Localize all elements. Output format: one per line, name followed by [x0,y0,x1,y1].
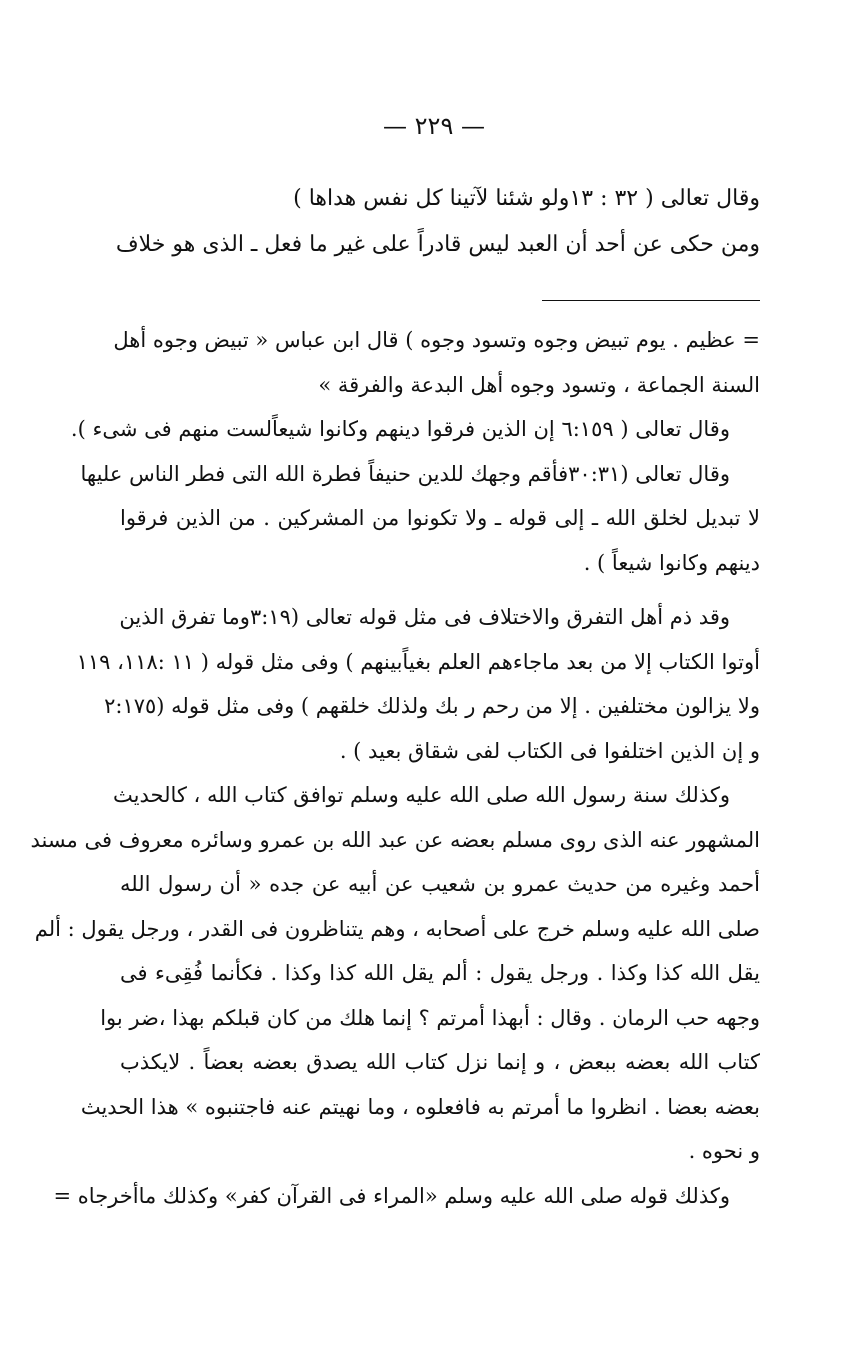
footnote-line: ولا يزالون مختلفين . إلا من رحم ر بك ولذلك خلقهم ) وفى مثل قوله (٢:١٧٥ [104,694,760,718]
footnote-line: و إن الذين اختلفوا فى الكتاب لفى شقاق بعيد ) . [339,738,760,763]
footnote-line: صلى الله عليه وسلم خرج على أصحابه ، وهم يتناظرون فى القدر ، ورجل يقول : ألم [34,916,760,941]
footnotes-block [30,318,760,1218]
footnote-line: أحمد وغيره من حديث عمرو بن شعيب عن أبيه عن جده « أن رسول الله [120,872,760,896]
main-text-block [115,176,760,268]
footnote-line: كتاب الله بعضه ببعض ، و إنما نزل كتاب الله يصدق بعضه بعضاً . لايكذب [120,1050,760,1074]
page-number: — ٢٢٩ — [383,112,485,140]
footnote-line: المشهور عنه الذى روى مسلم بعضه عن عبد الله بن عمرو وسائره معروف فى مسند [30,827,760,852]
footnote-line: دينهم وكانوا شيعاً ) . [583,550,760,575]
footnote-line: وقد ذم أهل التفرق والاختلاف فى مثل قوله تعالى (٣:١٩وما تفرق الذين [119,605,730,629]
main-text-line: وقال تعالى ( ٣٢ : ١٣ولو شئنا لآتينا كل نفس هداها ) [293,186,760,211]
footnote-line: بعضه بعضا . انظروا ما أمرتم به فافعلوه ، وما نهيتم عنه فاجتنبوه » هذا الحديث [80,1094,760,1119]
footnote-line: وقال تعالى (٣٠:٣١فأقم وجهك للدين حنيفاً فطرة الله التى فطر الناس عليها [80,461,730,486]
footnote-separator [542,300,760,301]
footnote-line: = عظيم . يوم تبيض وجوه وتسود وجوه ) قال ابن عباس « تبيض وجوه أهل [113,328,760,352]
footnote-line: السنة الجماعة ، وتسود وجوه أهل البدعة والفرقة » [318,372,760,397]
footnote-line: يقل الله كذا وكذا . ورجل يقول : ألم يقل الله كذا وكذا . فكأنما فُقِىء فى [120,961,760,985]
footnote-line: وكذلك سنة رسول الله صلى الله عليه وسلم توافق كتاب الله ، كالحديث [113,783,730,807]
footnote-line: أوتوا الكتاب إلا من بعد ماجاءهم العلم بغياًبينهم ) وفى مثل قوله ( ١١ :١١٨، ١١٩ [76,649,760,674]
footnote-line: و نحوه . [688,1139,760,1163]
main-text-line: ومن حكى عن أحد أن العبد ليس قادراً على غير ما فعل ـ الذى هو خلاف [115,232,760,257]
footnote-line: لا تبديل لخلق الله ـ إلى قوله ـ ولا تكونوا من المشركين . من الذين فرقوا [120,506,760,530]
footnote-line: وجهه حب الرمان . وقال : أبهذا أمرتم ؟ إنما هلك من كان قبلكم بهذا ،ضر بوا [100,1005,760,1030]
footnote-line: وقال تعالى ( ٦:١٥٩ إن الذين فرقوا دينهم وكانوا شيعاًلست منهم فى شىء ). [70,417,730,441]
footnote-line: وكذلك قوله صلى الله عليه وسلم «المراء فى القرآن كفر» وكذلك ماأخرجاه = [53,1183,730,1208]
